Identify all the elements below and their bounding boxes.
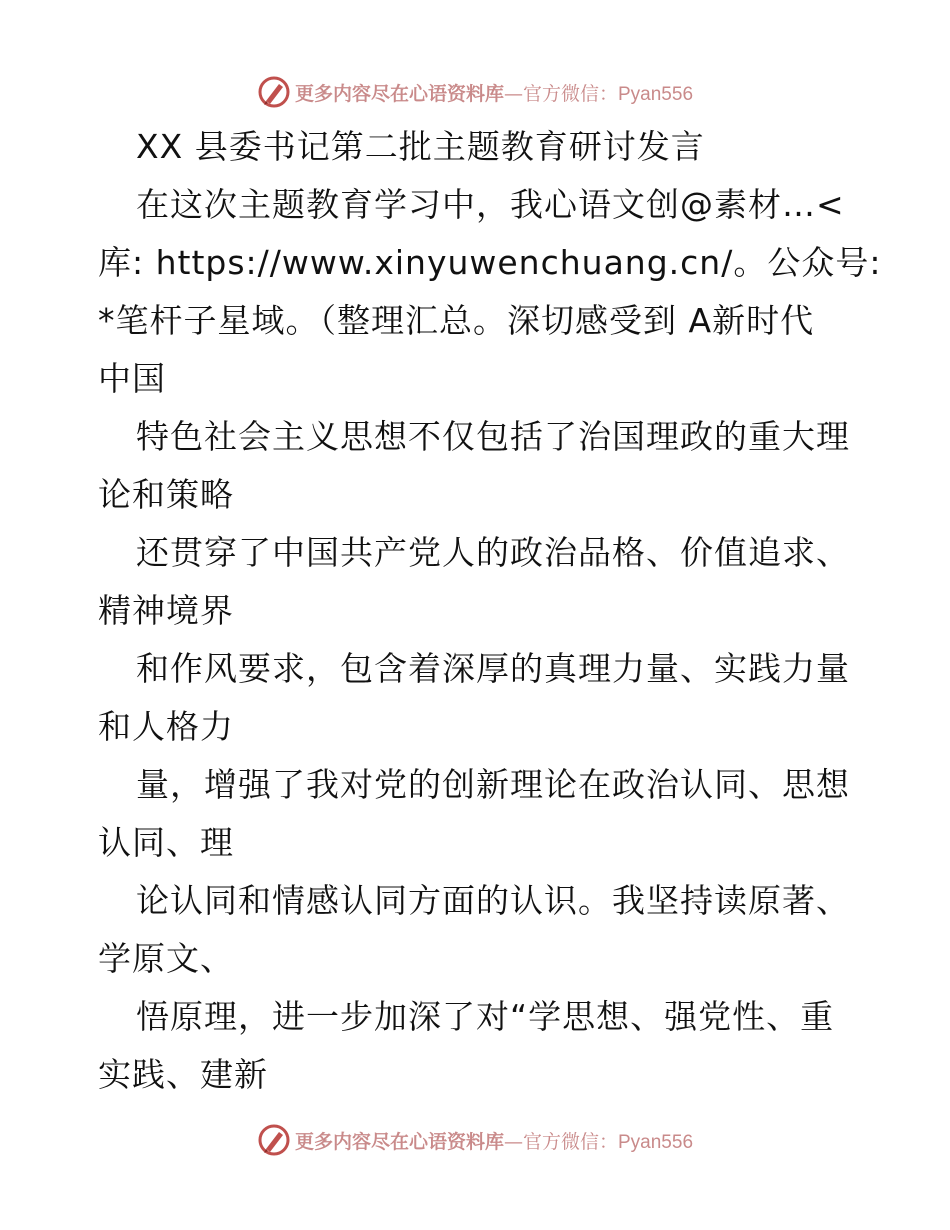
paragraph-line: 量，增强了我对党的创新理论在政治认同、思想: [136, 765, 850, 804]
pen-circle-logo-icon: [257, 75, 291, 109]
site-name: 更多内容尽在心语资料库: [294, 1130, 504, 1153]
paragraph-line: 实践、建新: [98, 1055, 268, 1094]
header-banner: [0, 72, 950, 112]
footer-banner: [0, 1120, 950, 1160]
paragraph-line: 还贯穿了中国共产党人的政治品格、价值追求、: [136, 533, 850, 572]
paragraph-line: 中国: [98, 359, 166, 398]
paragraph-line: 和作风要求，包含着深厚的真理力量、实践力量: [136, 649, 850, 688]
document-lines: [98, 176, 882, 1104]
paragraph-line: 在这次主题教育学习中，我心语文创@素材…<: [136, 185, 845, 224]
wechat-label: 官方微信：: [522, 82, 618, 105]
paragraph-line: 精神境界: [98, 591, 234, 630]
paragraph-line: 认同、理: [98, 823, 234, 862]
banner-dash: —: [503, 1130, 523, 1153]
paragraph-line: 论认同和情感认同方面的认识。我坚持读原著、: [136, 881, 850, 920]
paragraph-line: 悟原理，进一步加深了对“学思想、强党性、重: [136, 997, 835, 1036]
wechat-label: 官方微信：: [522, 1130, 618, 1153]
document-body: [98, 118, 882, 1104]
paragraph-line: 学原文、: [98, 939, 234, 978]
paragraph-line: *笔杆子星域。（整理汇总。深切感受到 A新时代: [98, 301, 815, 340]
paragraph-line: 论和策略: [98, 475, 234, 514]
paragraph-line: 库: https://www.xinyuwenchuang.cn/。公众号:: [98, 243, 882, 282]
pen-circle-logo-icon: [257, 1123, 291, 1157]
document-title: XX 县委书记第二批主题教育研讨发言: [136, 127, 705, 166]
wechat-id: Pyan556: [618, 1131, 694, 1153]
site-name: 更多内容尽在心语资料库: [294, 82, 504, 105]
wechat-id: Pyan556: [618, 83, 694, 105]
paragraph-line: 和人格力: [98, 707, 234, 746]
banner-dash: —: [503, 82, 523, 105]
paragraph-line: 特色社会主义思想不仅包括了治国理政的重大理: [136, 417, 850, 456]
